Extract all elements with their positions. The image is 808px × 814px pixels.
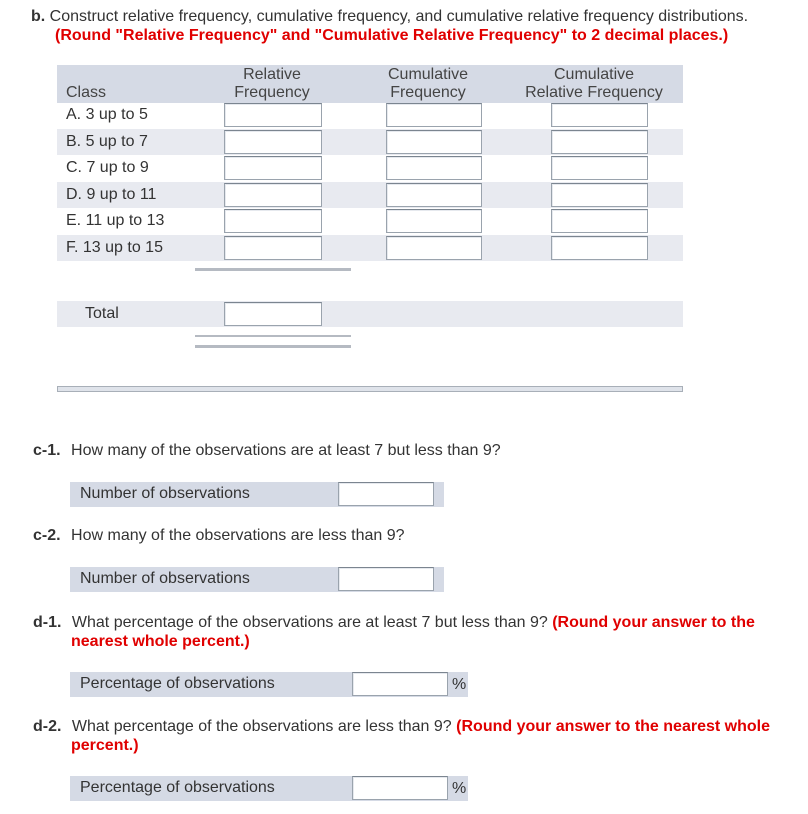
c2-label: c-2. bbox=[33, 527, 61, 544]
header-class: Class bbox=[66, 84, 107, 101]
cumulative-relative-frequency-input-f[interactable] bbox=[551, 236, 648, 260]
total-double-rule-bottom bbox=[195, 345, 351, 348]
cumulative-relative-frequency-input-b[interactable] bbox=[551, 130, 648, 154]
cumulative-relative-frequency-input-e[interactable] bbox=[551, 209, 648, 233]
cumulative-relative-frequency-input-c[interactable] bbox=[551, 156, 648, 180]
cumulative-relative-frequency-input-a[interactable] bbox=[551, 103, 648, 127]
cumulative-frequency-input-f[interactable] bbox=[386, 236, 482, 260]
d2-answer-label: Percentage of observations bbox=[80, 779, 275, 796]
sum-rule bbox=[195, 268, 351, 271]
d2-note-line2: percent.) bbox=[71, 737, 139, 754]
total-relative-frequency-input[interactable] bbox=[224, 302, 322, 326]
relative-frequency-input-d[interactable] bbox=[224, 183, 322, 207]
header-relative-frequency bbox=[222, 66, 322, 102]
relative-frequency-input-e[interactable] bbox=[224, 209, 322, 233]
d1-percent-sign: % bbox=[452, 676, 467, 693]
c2-answer-input[interactable] bbox=[338, 567, 434, 591]
part-b-label: b. bbox=[31, 8, 46, 25]
class-label: B. 5 up to 7 bbox=[66, 133, 148, 150]
cumulative-frequency-input-e[interactable] bbox=[386, 209, 482, 233]
total-label: Total bbox=[85, 305, 119, 322]
d1-text: What percentage of the observations are at least 7 but less than 9? bbox=[71, 614, 548, 631]
class-label: D. 9 up to 11 bbox=[66, 186, 157, 203]
header-cumulative-frequency bbox=[378, 66, 478, 102]
part-b-text: Construct relative frequency, cumulative frequency, and cumulative relative frequency distributions. bbox=[49, 8, 749, 25]
d1-note-line2: nearest whole percent.) bbox=[71, 633, 250, 650]
cumulative-relative-frequency-input-d[interactable] bbox=[551, 183, 648, 207]
part-b-note: (Round "Relative Frequency" and "Cumulative Relative Frequency" to 2 decimal places.) bbox=[55, 27, 729, 44]
header-cumrel-line1: Cumulative bbox=[553, 66, 635, 83]
class-label: F. 13 up to 15 bbox=[66, 239, 163, 256]
cumulative-frequency-input-d[interactable] bbox=[386, 183, 482, 207]
relative-frequency-input-b[interactable] bbox=[224, 130, 322, 154]
d2-label: d-2. bbox=[33, 718, 62, 735]
c2-question bbox=[33, 527, 405, 545]
table-bottom-border bbox=[57, 386, 683, 392]
total-double-rule-top bbox=[195, 335, 351, 337]
d1-question bbox=[33, 613, 803, 632]
d1-note-line1: (Round your answer to the bbox=[552, 614, 755, 631]
cumulative-frequency-input-a[interactable] bbox=[386, 103, 482, 127]
d1-label: d-1. bbox=[33, 614, 62, 631]
d2-percent-sign: % bbox=[452, 780, 467, 797]
d2-text: What percentage of the observations are less than 9? bbox=[71, 718, 452, 735]
c2-text: How many of the observations are less than 9? bbox=[71, 527, 405, 544]
c1-answer-input[interactable] bbox=[338, 482, 434, 506]
d2-answer-input[interactable] bbox=[352, 776, 448, 800]
relative-frequency-input-f[interactable] bbox=[224, 236, 322, 260]
relative-frequency-input-c[interactable] bbox=[224, 156, 322, 180]
d2-question bbox=[33, 717, 803, 736]
d1-answer-input[interactable] bbox=[352, 672, 448, 696]
c1-question bbox=[33, 442, 501, 460]
header-cum-line1: Cumulative bbox=[387, 66, 469, 83]
part-b-instruction bbox=[31, 8, 801, 26]
relative-frequency-input-a[interactable] bbox=[224, 103, 322, 127]
cumulative-frequency-input-b[interactable] bbox=[386, 130, 482, 154]
header-cum-line2: Frequency bbox=[390, 84, 466, 101]
c1-label: c-1. bbox=[33, 442, 61, 459]
header-rel-line2: Frequency bbox=[234, 84, 310, 101]
cumulative-frequency-input-c[interactable] bbox=[386, 156, 482, 180]
d2-note-line1: (Round your answer to the nearest whole bbox=[456, 718, 770, 735]
c1-text: How many of the observations are at least 7 but less than 9? bbox=[71, 442, 501, 459]
header-cumulative-relative-frequency bbox=[509, 66, 679, 102]
class-label: A. 3 up to 5 bbox=[66, 106, 148, 123]
total-row-band bbox=[57, 301, 683, 327]
class-label: E. 11 up to 13 bbox=[66, 212, 165, 229]
d1-answer-label: Percentage of observations bbox=[80, 675, 275, 692]
c2-answer-label: Number of observations bbox=[80, 570, 250, 587]
header-rel-line1: Relative bbox=[243, 66, 301, 83]
c1-answer-label: Number of observations bbox=[80, 485, 250, 502]
class-label: C. 7 up to 9 bbox=[66, 159, 149, 176]
header-cumrel-line2: Relative Frequency bbox=[525, 84, 663, 101]
